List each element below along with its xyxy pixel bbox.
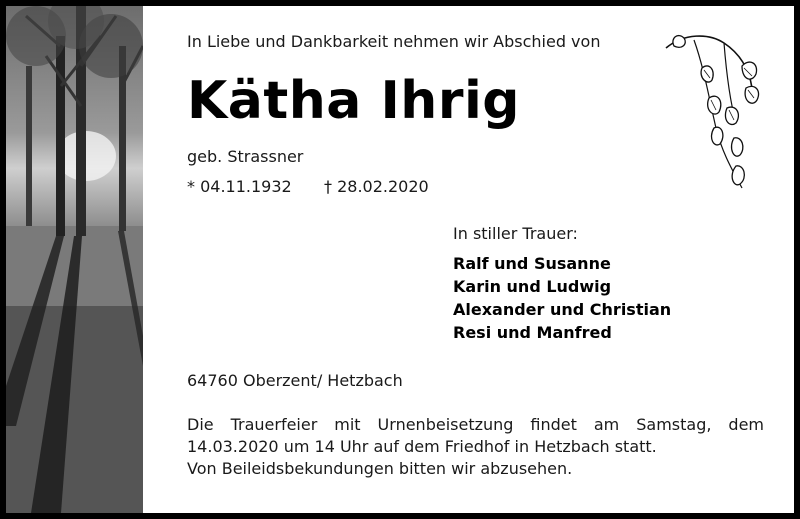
mourner-name: Karin und Ludwig <box>453 277 612 296</box>
ceremony-line: Die Trauerfeier mit Urnenbeisetzung findet am Samstag, dem <box>187 415 764 434</box>
ceremony-text <box>187 414 764 480</box>
obituary-card <box>6 6 794 513</box>
deceased-name: Kätha Ihrig <box>187 71 521 131</box>
ceremony-line: Von Beileidsbekundungen bitten wir abzusehen. <box>187 459 573 478</box>
mourner-name: Ralf und Susanne <box>453 254 611 273</box>
birth-date: * 04.11.1932 <box>187 177 292 196</box>
place-text: 64760 Oberzent/ Hetzbach <box>187 371 403 390</box>
mourner-name: Resi und Manfred <box>453 323 612 342</box>
tree-photo-image <box>6 6 143 513</box>
death-date: † 28.02.2020 <box>324 177 429 196</box>
mourning-label: In stiller Trauer: <box>453 224 578 243</box>
ceremony-line: 14.03.2020 um 14 Uhr auf dem Friedhof in Hetzbach statt. <box>187 437 657 456</box>
born-name: geb. Strassner <box>187 147 304 166</box>
branch-leaves-icon <box>664 28 764 198</box>
mourner-name: Alexander und Christian <box>453 300 672 319</box>
mourners-list <box>453 252 671 344</box>
intro-text: In Liebe und Dankbarkeit nehmen wir Abschied von <box>187 32 601 51</box>
